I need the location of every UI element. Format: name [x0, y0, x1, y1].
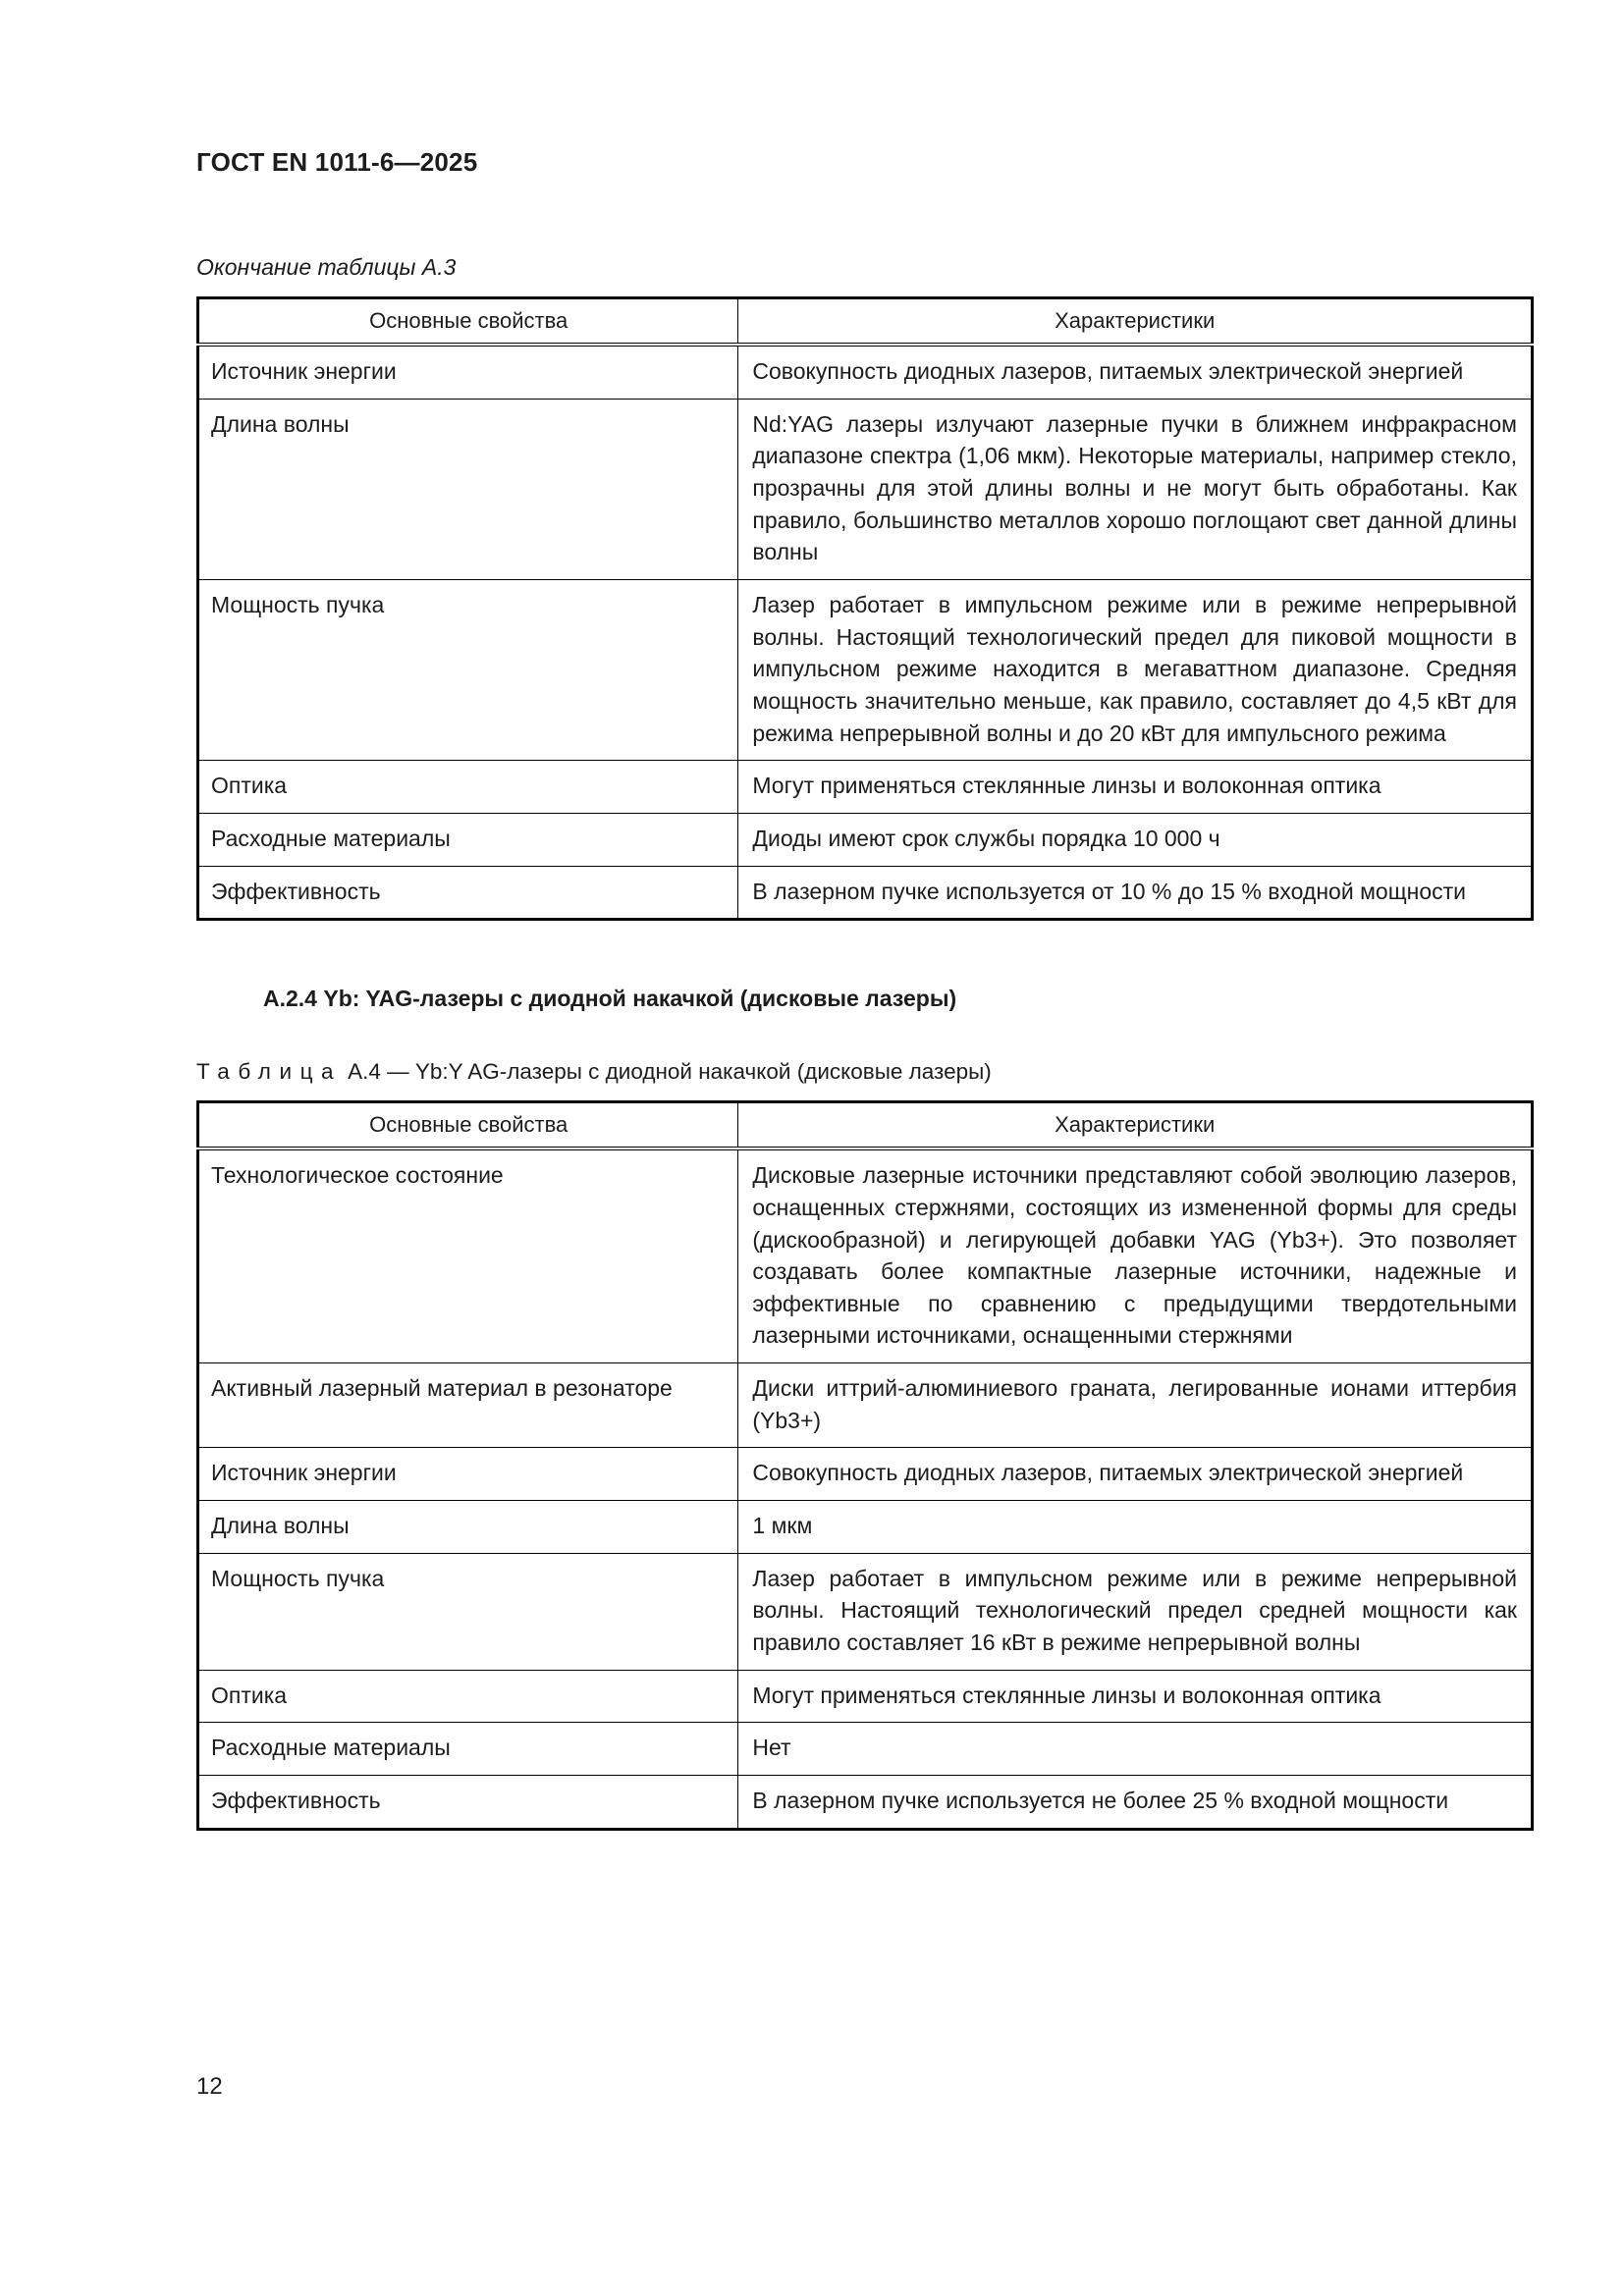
characteristic-cell: В лазерном пучке используется не более 25 % входной мощности — [738, 1776, 1533, 1830]
table-a4 — [196, 1100, 1534, 1831]
property-cell: Мощность пучка — [198, 1553, 738, 1670]
table-caption-rest: А.4 — Yb:Y AG-лазеры с диодной накачкой (дисковые лазеры) — [348, 1059, 992, 1085]
table-caption-word: Таблица — [196, 1059, 343, 1085]
table-a3-continuation-caption: Окончание таблицы А.3 — [196, 254, 457, 280]
characteristic-cell: Диоды имеют срок службы порядка 10 000 ч — [738, 813, 1533, 866]
property-cell: Оптика — [198, 761, 738, 814]
property-cell: Эффективность — [198, 1776, 738, 1830]
characteristic-cell: Диски иттрий-алюминиевого граната, легированные ионами иттербия (Yb3+) — [738, 1363, 1533, 1448]
table-row — [198, 813, 1533, 866]
property-cell: Длина волны — [198, 399, 738, 579]
property-cell: Расходные материалы — [198, 1723, 738, 1776]
table-row — [198, 1553, 1533, 1670]
characteristic-cell: Лазер работает в импульсном режиме или в режиме непрерывной волны. Настоящий технологический предел для пиковой мощности в импульсном режиме находится в мегаваттном диапазоне. Средняя мощность значительно меньше, как правило, составляет до 4,5 кВт для режима непрерывной волны и до 20 кВт для импульсного режима — [738, 579, 1533, 760]
characteristic-cell: Нет — [738, 1723, 1533, 1776]
characteristic-cell: Могут применяться стеклянные линзы и волоконная оптика — [738, 761, 1533, 814]
property-cell: Источник энергии — [198, 1448, 738, 1501]
table-row — [198, 1501, 1533, 1554]
characteristic-cell: Лазер работает в импульсном режиме или в режиме непрерывной волны. Настоящий технологический предел средней мощности как правило составляет 16 кВт в режиме непрерывной волны — [738, 1553, 1533, 1670]
page-number: 12 — [196, 2073, 223, 2100]
table-row — [198, 761, 1533, 814]
property-cell: Эффективность — [198, 866, 738, 920]
column-header-characteristics: Характеристики — [738, 298, 1533, 346]
property-cell: Источник энергии — [198, 345, 738, 399]
characteristic-cell: Совокупность диодных лазеров, питаемых электрической энергией — [738, 345, 1533, 399]
characteristic-cell: Могут применяться стеклянные линзы и волоконная оптика — [738, 1670, 1533, 1723]
property-cell: Оптика — [198, 1670, 738, 1723]
table-header-row — [198, 298, 1533, 346]
characteristic-cell: Nd:YAG лазеры излучают лазерные пучки в ближнем инфракрасном диапазоне спектра (1,06 мкм). Некоторые материалы, например стекло, прозрачны для этой длины волны и не могут быть обработаны. Как правило, большинство металлов хорошо поглощают свет данной длины волны — [738, 399, 1533, 579]
characteristic-cell: Совокупность диодных лазеров, питаемых электрической энергией — [738, 1448, 1533, 1501]
property-cell: Мощность пучка — [198, 579, 738, 760]
column-header-properties: Основные свойства — [198, 1102, 738, 1149]
table-row — [198, 1448, 1533, 1501]
table-row — [198, 1148, 1533, 1362]
table-row — [198, 399, 1533, 579]
table-row — [198, 1776, 1533, 1830]
characteristic-cell: Дисковые лазерные источники представляют собой эволюцию лазеров, оснащенных стержнями, состоящих из измененной формы для среды (дискообразной) и легирующей добавки YAG (Yb3+). Это позволяет создавать более компактные лазерные источники, надежные и эффективные по сравнению с предыдущими твердотельными лазерными источниками, оснащенными стержнями — [738, 1148, 1533, 1362]
table-row — [198, 1670, 1533, 1723]
property-cell: Активный лазерный материал в резонаторе — [198, 1363, 738, 1448]
standard-code-header: ГОСТ EN 1011-6—2025 — [196, 147, 478, 177]
property-cell: Длина волны — [198, 1501, 738, 1554]
table-header-row — [198, 1102, 1533, 1149]
table-a3 — [196, 296, 1534, 921]
characteristic-cell: 1 мкм — [738, 1501, 1533, 1554]
table-row — [198, 345, 1533, 399]
page-content — [196, 147, 1534, 1831]
property-cell: Технологическое состояние — [198, 1148, 738, 1362]
column-header-characteristics: Характеристики — [738, 1102, 1533, 1149]
characteristic-cell: В лазерном пучке используется от 10 % до 15 % входной мощности — [738, 866, 1533, 920]
table-row — [198, 1363, 1533, 1448]
table-row — [198, 866, 1533, 920]
property-cell: Расходные материалы — [198, 813, 738, 866]
table-row — [198, 1723, 1533, 1776]
table-a4-caption — [196, 1059, 1534, 1085]
table-row — [198, 579, 1533, 760]
section-heading: А.2.4 Yb: YAG-лазеры с диодной накачкой (дисковые лазеры) — [263, 986, 957, 1012]
column-header-properties: Основные свойства — [198, 298, 738, 346]
